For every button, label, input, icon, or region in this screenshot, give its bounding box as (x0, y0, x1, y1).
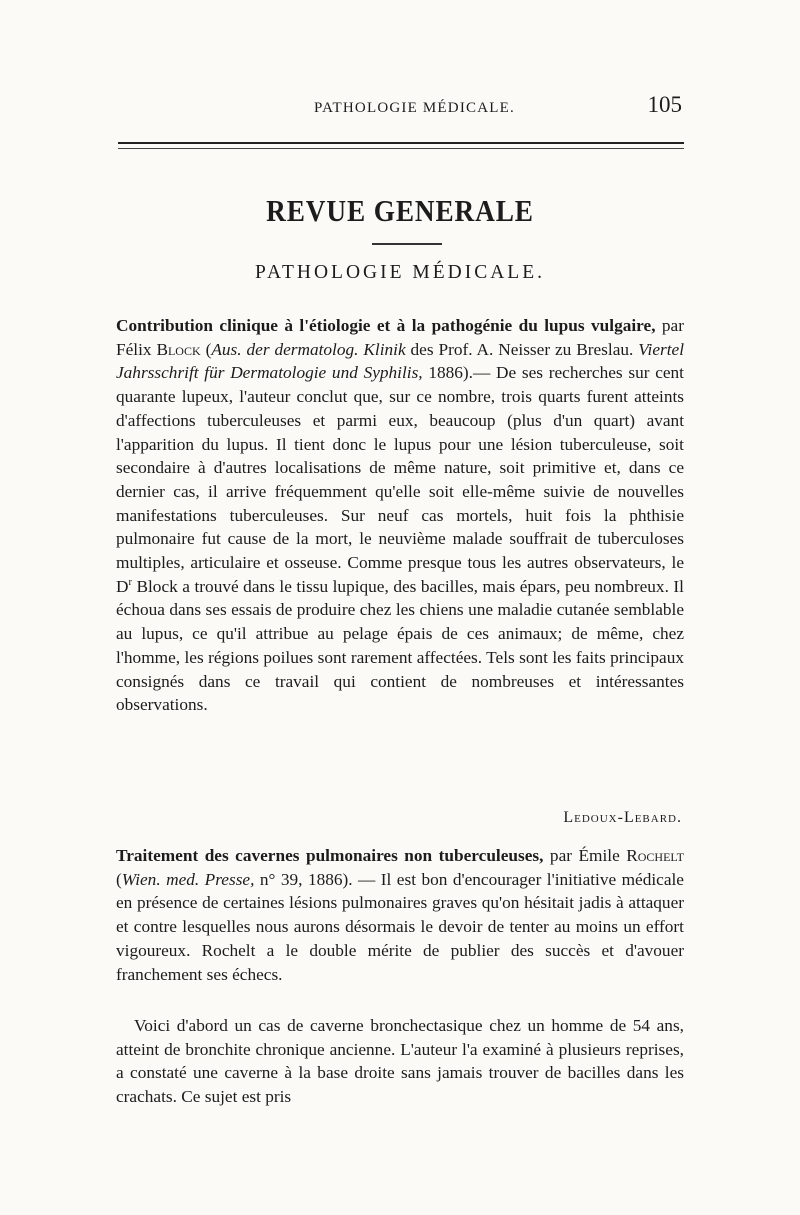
article-1-journal: Aus. der dermatolog. Klinik (211, 339, 406, 359)
header-rule-thick (118, 142, 684, 144)
article-2-by: par Émile (543, 846, 627, 865)
article-2 (116, 844, 684, 986)
running-title: PATHOLOGIE MÉDICALE. (314, 100, 515, 116)
article-2-title: Traitement des cavernes pulmonaires non tuberculeuses, (116, 846, 544, 865)
article-1-author: Block (156, 339, 201, 359)
article-2-continuation (116, 1014, 684, 1109)
article-1-text-b: Block a trouvé dans le tissu lupique, des bacilles, mais épars, peu nombreux. Il échoua dans ses essais de produire chez les chiens une maladie cutanée semblable au lupus, ce qu'il attribue au pelage épais de ces animaux; de même, chez l'homme, les régions poilues sont rarement affectées. Tels sont les faits principaux consignés dans ce travail qui contient de nombreuses et intéressantes observations. (116, 576, 684, 715)
article-1-paragraph (116, 314, 684, 717)
article-1-journal-2: Viertel Jahrsschrift für Dermatologie und Syphilis, (116, 339, 685, 383)
header-rule-thin (118, 148, 684, 149)
article-1-source-open: ( (200, 339, 212, 359)
doctor-superscript: r (128, 576, 132, 588)
article-1-text-a: 1886).— De ses recherches sur cent quarante lupeux, l'auteur conclut que, sur ce nombre, trois quarts furent atteints d'affections tuberculeuses et parmi eux, beaucoup (plus d'un quart) avant l'apparition du lupus. Il tient donc le lupus pour une lésion tuberculeuse, soit secondaire à d'autres localisations de même nature, soit primitive et, dans ce dernier cas, il arrive fréquemment qu'elle soit elle-même suivie de nouvelles manifestations tuberculeuses. Sur neuf cas mortels, huit fois la phthisie pulmonaire fut cause de la mort, le neuvième malade souffrait de tuberculoses multiples, articulaire et osseuse. Comme presque tous les autres observateurs, le D (116, 363, 684, 596)
article-1-by: par Félix (116, 316, 684, 359)
article-2-paragraph-2: Voici d'abord un cas de caverne bronchectasique chez un homme de 54 ans, atteint de bronchite chronique ancienne. L'auteur l'a examiné à plusieurs reprises, a constaté une caverne à la base droite sans jamais trouver de bacilles dans les crachats. Ce sujet est pris (116, 1016, 684, 1107)
article-1 (116, 314, 684, 717)
section-title: PATHOLOGIE MÉDICALE. (254, 262, 546, 283)
article-1-title: Contribution clinique à l'étiologie et à la pathogénie du lupus vulgaire, (116, 316, 656, 335)
running-head (118, 92, 684, 126)
article-2-author: Rochelt (626, 846, 684, 865)
article-2-source-open: ( (116, 869, 122, 889)
article-1-signature: Ledoux-Lebard. (563, 809, 682, 826)
main-title: REVUE GENERALE (266, 193, 534, 228)
page-number: 105 (647, 92, 682, 117)
article-2-journal: Wien. med. Presse, (121, 869, 255, 889)
article-2-paragraph (116, 844, 684, 986)
title-divider (372, 243, 442, 245)
article-1-source-mid: des Prof. A. Neisser zu Breslau. (405, 339, 639, 359)
article-2-text: n° 39, 1886). — Il est bon d'encourager l'initiative médicale en présence de certaines lésions pulmonaires graves qu'on hésitait jadis à attaquer et contre lesquelles nous aurons désormais le devoir de tenter au moins un effort vigoureux. Rochelt a le double mérite de publier des succès et d'avouer franchement ses échecs. (116, 869, 684, 984)
